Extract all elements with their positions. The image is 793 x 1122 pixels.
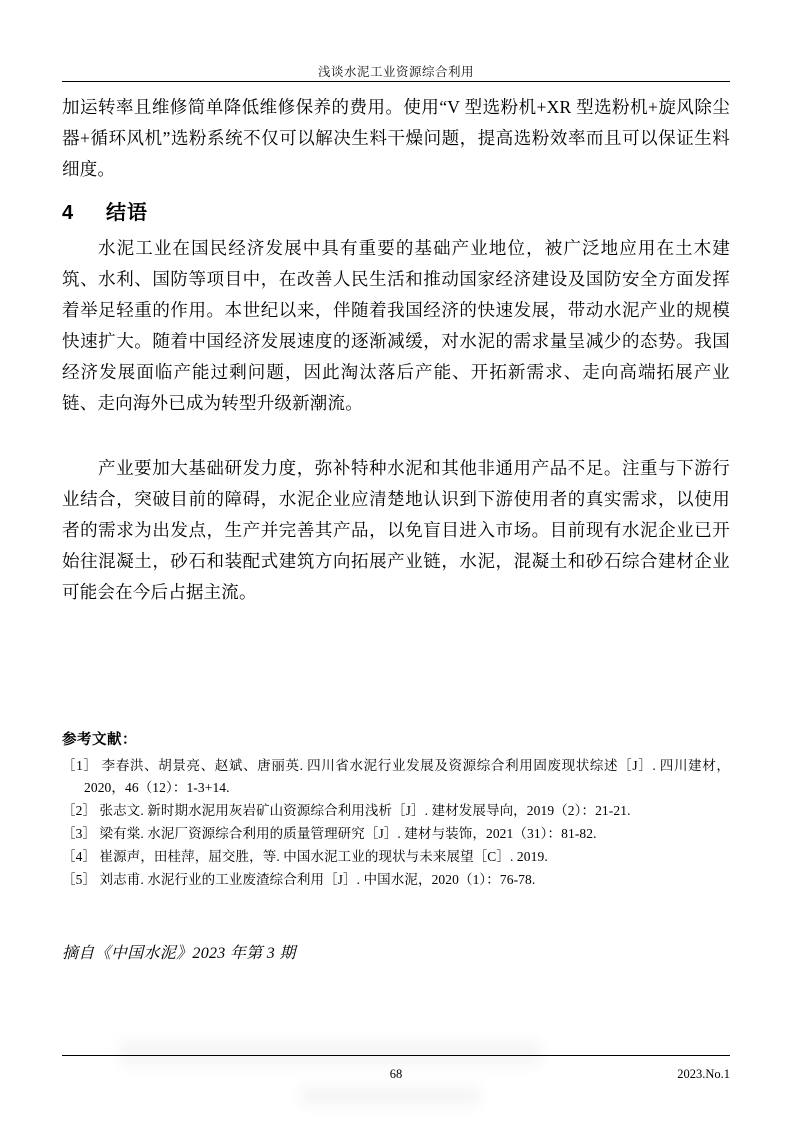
paragraph-block-1 bbox=[62, 233, 730, 419]
header-divider bbox=[62, 81, 730, 82]
section-title: 结语 bbox=[106, 202, 148, 224]
reference-item: ［4］ 崔源声，田桂萍，屈交胜，等. 中国水泥工业的现状与未来展望［C］. 2019. bbox=[62, 849, 548, 864]
references-list bbox=[62, 755, 730, 892]
footer-divider bbox=[62, 1055, 730, 1056]
reference-item: ［3］ 梁有棠. 水泥厂资源综合利用的质量管理研究［J］. 建材与装饰，2021（31）：81-82. bbox=[62, 826, 597, 841]
body-paragraph: 产业要加大基础研发力度，弥补特种水泥和其他非通用产品不足。注重与下游行业结合，突破目前的障碍，水泥企业应清楚地认识到下游使用者的真实需求，以使用者的需求为出发点，生产并完善其产品，以免盲目进入市场。目前现有水泥企业已开始往混凝土，砂石和装配式建筑方向拓展产业链，水泥，混凝土和砂石综合建材企业可能会在今后占据主流。 bbox=[62, 458, 730, 602]
reference-item: ［5］ 刘志甫. 水泥行业的工业废渣综合利用［J］. 中国水泥，2020（1）：76-78. bbox=[62, 872, 536, 887]
references-title: 参考文献： bbox=[62, 732, 137, 748]
running-header: 浅谈水泥工业资源综合利用 bbox=[317, 65, 474, 79]
paragraph-block-2 bbox=[62, 453, 730, 608]
section-number: 4 bbox=[62, 202, 75, 224]
continued-paragraph-block bbox=[62, 92, 730, 185]
source-note: 摘自《中国水泥》2023 年第 3 期 bbox=[62, 945, 296, 962]
section-heading bbox=[62, 196, 730, 225]
reference-item: ［1］ 李春洪、胡景亮、赵斌、唐丽英. 四川省水泥行业发展及资源综合利用固废现状综述［J］. 四川建材，2020，46（12）：1-3+14. bbox=[62, 758, 730, 795]
footer-issue: 2023.No.1 bbox=[677, 1067, 730, 1081]
continued-paragraph: 加运转率且维修简单降低维修保养的费用。使用“V 型选粉机+XR 型选粉机+旋风除尘器+循环风机”选粉系统不仅可以解决生料干燥问题，提高选粉效率而且可以保证生料细度。 bbox=[62, 97, 730, 179]
body-paragraph: 水泥工业在国民经济发展中具有重要的基础产业地位，被广泛地应用在土木建筑、水利、国防等项目中，在改善人民生活和推动国家经济建设及国防安全方面发挥着举足轻重的作用。本世纪以来，伴随着我国经济的快速发展，带动水泥产业的规模快速扩大。随着中国经济发展速度的逐渐减缓，对水泥的需求量呈减少的态势。我国经济发展面临产能过剩问题，因此淘汰落后产能、开拓新需求、走向高端拓展产业链、走向海外已成为转型升级新潮流。 bbox=[62, 238, 730, 413]
page-content bbox=[62, 0, 730, 1122]
footer-page-number: 68 bbox=[389, 1067, 403, 1081]
reference-item: ［2］ 张志文. 新时期水泥用灰岩矿山资源综合利用浅析［J］. 建材发展导向，2019（2）：21-21. bbox=[62, 803, 631, 818]
